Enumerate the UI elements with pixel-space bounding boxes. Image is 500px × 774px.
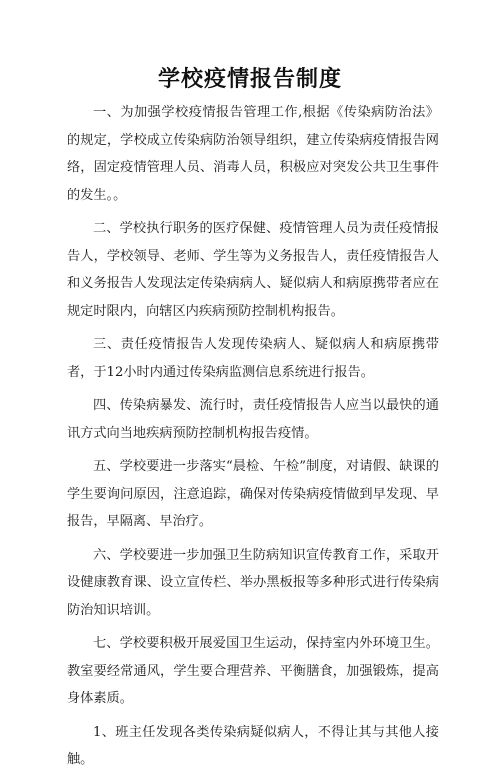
paragraph-3: 三、责任疫情报告人发现传染病人、疑似病人和病原携带者，于12小时内通过传染病监测信息系统进行报告。 — [67, 337, 439, 380]
paragraph-8: 1、班主任发现各类传染病疑似病人，不得让其与其他人接触。 — [67, 724, 439, 767]
paragraph-4: 四、传染病暴发、流行时，责任疫情报告人应当以最快的通讯方式向当地疾病预防控制机构报告疫情。 — [67, 398, 439, 441]
paragraph-2: 二、学校执行职务的医疗保健、疫情管理人员为责任疫情报告人，学校领导、老师、学生等为义务报告人，责任疫情报告人和义务报告人发现法定传染病病人、疑似病人和病原携带者应在规定时限内，向辖区内疾病预防控制机构报告。 — [67, 221, 439, 319]
paragraph-6: 六、学校要进一步加强卫生防病知识宣传教育工作，采取开设健康教育课、设立宣传栏、举办黑板报等多种形式进行传染病防治知识培训。 — [67, 547, 439, 618]
paragraph-7: 七、学校要积极开展爱国卫生运动，保持室内外环境卫生。教室要经常通风，学生要合理营养、平衡膳食，加强锻炼，提高身体素质。 — [67, 636, 439, 706]
document-body — [67, 99, 439, 774]
paragraph-1: 一、为加强学校疫情报告管理工作,根据《传染病防治法》的规定，学校成立传染病防治领导组织，建立传染病疫情报告网络，固定疫情管理人员、消毒人员，积极应对突发公共卫生事件的发生。。 — [67, 105, 439, 203]
document-title: 学校疫情报告制度 — [157, 67, 342, 92]
paragraph-5: 五、学校要进一步落实“晨检、午检”制度，对请假、缺课的学生要询问原因，注意追踪，确保对传染病疫情做到早发现、早报告，早隔离、早治疗。 — [67, 459, 439, 529]
